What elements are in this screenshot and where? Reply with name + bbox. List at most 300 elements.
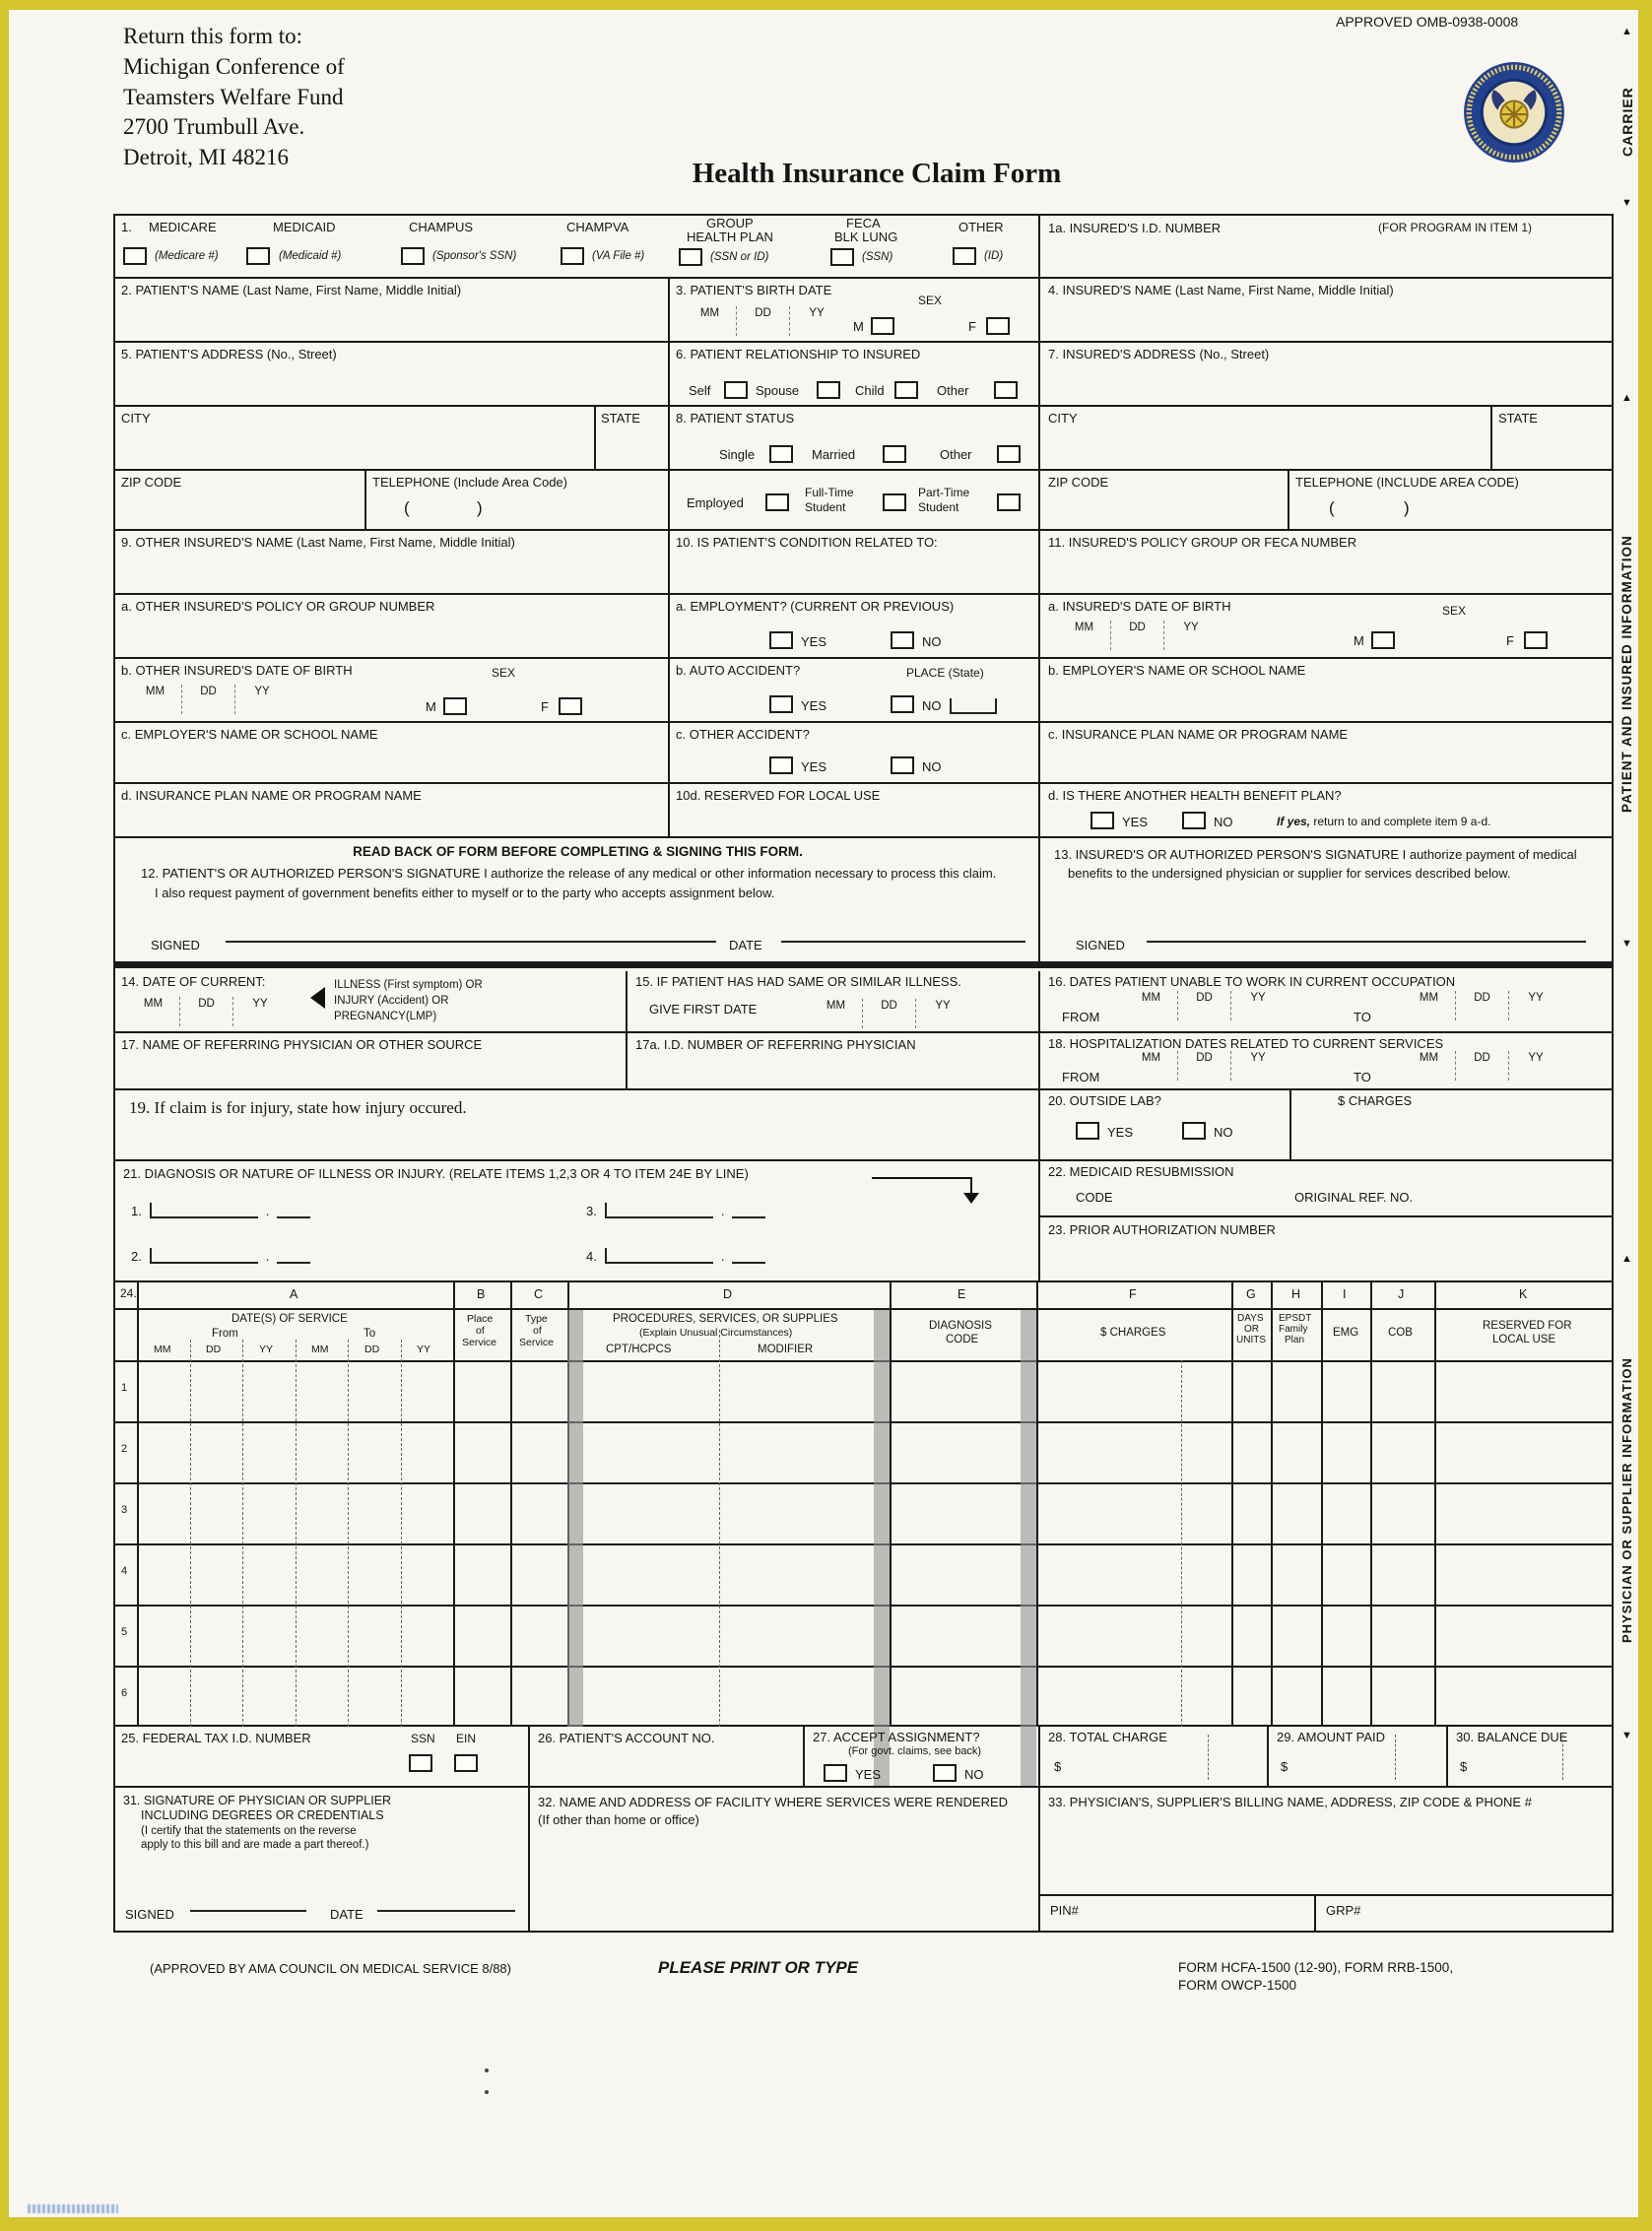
shaded-strip (874, 1310, 890, 1727)
box15-label2: GIVE FIRST DATE (649, 1002, 758, 1017)
box11d-label: d. IS THERE ANOTHER HEALTH BENEFIT PLAN? (1048, 788, 1342, 803)
diagnosis-code-line[interactable] (150, 1203, 258, 1218)
box17-referring-physician (115, 1033, 628, 1090)
checkbox-insured-sex-m[interactable] (1371, 631, 1395, 649)
mm-label: MM (311, 1344, 329, 1355)
col-g-label: OR (1244, 1324, 1259, 1335)
box1-number: 1. (121, 220, 132, 234)
diagnosis-item-number: 2. (131, 1249, 142, 1264)
service-row-number: 3 (121, 1504, 128, 1516)
box33-billing-info (1040, 1788, 1612, 1931)
physician-signature-line[interactable] (190, 1896, 306, 1912)
mm-label: MM (1058, 621, 1111, 650)
checkbox-rel-child[interactable] (894, 381, 918, 399)
section-arrow-up-icon: ▲ (1621, 1253, 1632, 1265)
dd-label: DD (737, 306, 790, 336)
charges-divider-line (1289, 1090, 1291, 1161)
col-g-label: DAYS (1237, 1313, 1264, 1324)
box22-label: 22. MEDICAID RESUBMISSION (1048, 1164, 1234, 1179)
checkbox-rel-self[interactable] (724, 381, 748, 399)
diagnosis-code-line-minor[interactable] (277, 1248, 310, 1264)
no-label: NO (922, 698, 942, 713)
patient-city-cell (115, 407, 596, 471)
box11d-note (1277, 816, 1490, 829)
checkbox-employment-yes[interactable] (769, 631, 793, 649)
male-label: M (853, 319, 864, 334)
place-state-label: PLACE (State) (906, 666, 984, 680)
box10b-label: b. AUTO ACCIDENT? (676, 663, 801, 678)
mm-label: MM (1125, 991, 1178, 1020)
checkbox-other-accident-no[interactable] (891, 756, 914, 774)
pointer-triangle-icon (310, 987, 325, 1009)
box26-label: 26. PATIENT'S ACCOUNT NO. (538, 1731, 715, 1745)
col-b-label: Service (462, 1337, 497, 1348)
date-columns (684, 306, 843, 336)
box32-facility (530, 1788, 1040, 1931)
box25-federal-tax-id (115, 1727, 530, 1788)
champus-label: CHAMPUS (409, 220, 474, 234)
diagnosis-code-line-minor[interactable] (732, 1248, 765, 1264)
city-label: CITY (121, 411, 151, 426)
scan-speck (485, 2090, 489, 2094)
box6-label: 6. PATIENT RELATIONSHIP TO INSURED (676, 347, 921, 361)
box10a-label: a. EMPLOYMENT? (CURRENT OR PREVIOUS) (676, 599, 955, 614)
ama-approval-text: (APPROVED BY AMA COUNCIL ON MEDICAL SERVICE 8/88) (150, 1961, 511, 1976)
margin-label-physician-supplier: PHYSICIAN OR SUPPLIER INFORMATION (1619, 1357, 1634, 1643)
champva-sublabel: (VA File #) (592, 250, 645, 262)
box14-line2: INJURY (Accident) OR (334, 995, 449, 1007)
section-arrow-down-icon: ▼ (1621, 197, 1632, 209)
box11a-insured-birthdate (1040, 595, 1612, 659)
dollar-sign: $ (1281, 1759, 1289, 1774)
service-row-number: 2 (121, 1443, 128, 1455)
dd-label: DD (1456, 991, 1509, 1020)
checkbox-champva[interactable] (561, 247, 584, 265)
cents-divider (1562, 1735, 1563, 1780)
checkbox-insured-sex-f[interactable] (1524, 631, 1548, 649)
box20-outside-lab (1040, 1090, 1612, 1161)
status-other-label: Other (940, 447, 972, 462)
city-label: CITY (1048, 411, 1078, 426)
female-label: F (968, 319, 976, 334)
phone-paren-open: ( (1329, 498, 1335, 517)
yes-label: YES (1107, 1125, 1134, 1140)
box1a-hint: (FOR PROGRAM IN ITEM 1) (1378, 221, 1532, 234)
box9d-insurance-plan (115, 784, 670, 838)
date-columns (129, 685, 289, 714)
yes-label: YES (855, 1767, 882, 1782)
col-a-from: From (212, 1328, 238, 1340)
feca-sublabel: (SSN) (862, 251, 893, 263)
yy-label: YY (259, 1344, 274, 1355)
box26-patient-account (530, 1727, 805, 1788)
box3-patient-birthdate (670, 279, 1040, 343)
box9c-label: c. EMPLOYER'S NAME OR SCHOOL NAME (121, 727, 378, 742)
box7-insured-address (1040, 343, 1612, 407)
box30-balance-due (1448, 1727, 1612, 1788)
box1a-insured-id (1040, 216, 1612, 279)
box11c-label: c. INSURANCE PLAN NAME OR PROGRAM NAME (1048, 727, 1349, 742)
col-letter-a: A (290, 1287, 298, 1301)
col-b-label: Place (467, 1313, 494, 1325)
checkbox-status-employed[interactable] (765, 493, 789, 511)
insured-state-cell (1492, 407, 1612, 471)
mm-label: MM (1403, 1051, 1456, 1081)
diagnosis-code-line[interactable] (605, 1248, 713, 1264)
box11c-insurance-plan (1040, 723, 1612, 784)
col-k-label: LOCAL USE (1492, 1334, 1556, 1345)
col-letter-f: F (1129, 1287, 1137, 1301)
dd-label: DD (206, 1344, 222, 1355)
yes-label: YES (801, 759, 827, 774)
yy-label: YY (809, 307, 825, 319)
dd-label: DD (180, 997, 233, 1026)
phone-paren-close: ) (1404, 498, 1410, 517)
grp-label: GRP# (1326, 1903, 1361, 1918)
box17a-referring-id (628, 1033, 1040, 1090)
col-b-label: of (476, 1325, 485, 1337)
table-number: 24. (120, 1286, 137, 1300)
box28-label: 28. TOTAL CHARGE (1048, 1730, 1167, 1744)
checkbox-other-insured-sex-f[interactable] (559, 697, 582, 715)
col-letter-j: J (1398, 1287, 1405, 1301)
margin-label-carrier: CARRIER (1619, 87, 1635, 158)
diagnosis-item-1 (131, 1203, 318, 1218)
col-g-label: UNITS (1236, 1335, 1266, 1345)
yy-label: YY (1528, 992, 1544, 1004)
col-h-label: Family (1279, 1324, 1308, 1335)
checkbox-outside-lab-no[interactable] (1182, 1122, 1206, 1140)
sex-label: SEX (492, 666, 516, 680)
return-address-line: Michigan Conference of (123, 53, 345, 79)
phone-label: TELEPHONE (Include Area Code) (372, 475, 567, 490)
box22-code-label: CODE (1076, 1190, 1113, 1205)
cents-divider (1395, 1735, 1396, 1780)
box23-prior-authorization (1040, 1217, 1612, 1282)
mm-label: MM (129, 685, 182, 714)
box4-label: 4. INSURED'S NAME (Last Name, First Name, Middle Initial) (1048, 283, 1394, 297)
col-c-label: Type (525, 1313, 548, 1325)
pin-grp-divider (1314, 1894, 1316, 1931)
return-address-line: Detroit, MI 48216 (123, 145, 290, 170)
sex-label: SEX (1442, 604, 1467, 618)
box11b-employer-name (1040, 659, 1612, 723)
checkbox-medicare[interactable] (123, 247, 147, 265)
physician-date-line[interactable] (377, 1896, 515, 1912)
return-address (123, 22, 345, 173)
section-divider (115, 961, 1612, 968)
checkbox-status-married[interactable] (883, 445, 906, 463)
service-row-number: 6 (121, 1687, 128, 1699)
diagnosis-item-number: 1. (131, 1204, 142, 1218)
diagnosis-code-line[interactable] (605, 1203, 713, 1218)
cents-divider (1208, 1735, 1209, 1780)
checkbox-assignment-no[interactable] (933, 1764, 957, 1782)
diagnosis-code-line[interactable] (150, 1248, 258, 1264)
status-employed-label: Employed (687, 495, 744, 510)
place-state-field[interactable] (950, 698, 997, 714)
box18-hospitalization-dates (1040, 1033, 1612, 1090)
col-a-title: DATE(S) OF SERVICE (231, 1313, 348, 1325)
box29-label: 29. AMOUNT PAID (1277, 1730, 1386, 1744)
sex-label: SEX (918, 294, 943, 307)
box13-insured-signature (1040, 838, 1612, 963)
col-letter-i: I (1343, 1287, 1347, 1301)
date-columns (1403, 1051, 1562, 1081)
charges-label: $ CHARGES (1338, 1093, 1413, 1108)
signed-label: SIGNED (125, 1907, 174, 1922)
checkbox-rel-spouse[interactable] (817, 381, 840, 399)
checkbox-another-plan-no[interactable] (1182, 812, 1206, 829)
date-columns (1403, 991, 1562, 1020)
medicare-label: MEDICARE (149, 220, 217, 234)
read-back-notice: READ BACK OF FORM BEFORE COMPLETING & SIGNING THIS FORM. (353, 844, 803, 859)
dollar-sign: $ (1054, 1759, 1062, 1774)
group-health-label2: HEALTH PLAN (687, 230, 773, 244)
table-gridline (115, 1308, 1612, 1310)
checkbox-another-plan-yes[interactable] (1090, 812, 1114, 829)
box14-date-of-current (115, 971, 628, 1033)
col-c-label: of (533, 1325, 542, 1337)
box33-label: 33. PHYSICIAN'S, SUPPLIER'S BILLING NAME, ADDRESS, ZIP CODE & PHONE # (1048, 1795, 1532, 1809)
box10c-other-accident (670, 723, 1040, 784)
checkbox-employment-no[interactable] (891, 631, 914, 649)
patient-phone-cell (366, 471, 670, 531)
checkbox-patient-sex-f[interactable] (986, 317, 1010, 335)
medicaid-label: MEDICAID (273, 220, 336, 234)
box9a-label: a. OTHER INSURED'S POLICY OR GROUP NUMBER (121, 599, 435, 614)
checkbox-status-other[interactable] (997, 445, 1021, 463)
insured-signature-line[interactable] (1147, 927, 1586, 943)
box11d-note-rest: return to and complete item 9 a-d. (1310, 815, 1491, 828)
box9d-label: d. INSURANCE PLAN NAME OR PROGRAM NAME (121, 788, 422, 803)
checkbox-status-pt-student[interactable] (997, 493, 1021, 511)
checkbox-auto-accident-no[interactable] (891, 695, 914, 713)
box19-label: 19. If claim is for injury, state how injury occured. (129, 1098, 467, 1117)
phone-paren-open: ( (404, 498, 410, 517)
female-label: F (1506, 633, 1514, 648)
date-columns (1125, 991, 1285, 1020)
box5-patient-address (115, 343, 670, 407)
status-pt-student-label2: Student (918, 500, 959, 514)
medicaid-sublabel: (Medicaid #) (279, 250, 342, 262)
checkbox-feca[interactable] (830, 248, 854, 266)
box10b-auto-accident (670, 659, 1040, 723)
diagnosis-arrow-stem (970, 1177, 972, 1193)
col-letter-b: B (477, 1287, 486, 1301)
col-h-label: EPSDT (1279, 1313, 1312, 1324)
col-d-modifier-label: MODIFIER (758, 1344, 814, 1355)
yes-label: YES (1122, 815, 1149, 829)
diagnosis-dot: . (720, 1204, 725, 1218)
date-columns (1058, 621, 1218, 650)
pin-label: PIN# (1050, 1903, 1079, 1918)
feca-label: FECA (846, 216, 881, 230)
claim-form-body (113, 214, 1614, 1933)
shaded-strip (1021, 1310, 1036, 1727)
diagnosis-item-2 (131, 1248, 318, 1264)
box17-label: 17. NAME OF REFERRING PHYSICIAN OR OTHER SOURCE (121, 1037, 483, 1052)
diagnosis-item-number: 3. (586, 1204, 597, 1218)
patient-signature-line[interactable] (226, 927, 716, 943)
box9b-label: b. OTHER INSURED'S DATE OF BIRTH (121, 663, 353, 678)
from-label: FROM (1062, 1010, 1100, 1024)
checkbox-auto-accident-yes[interactable] (769, 695, 793, 713)
patient-zip-cell (115, 471, 366, 531)
box8-patient-status (670, 407, 1040, 471)
watermark-artifact (28, 2204, 118, 2213)
mm-label: MM (127, 997, 180, 1026)
other-label: OTHER (958, 220, 1004, 234)
state-label: STATE (601, 411, 640, 426)
box31-line4: apply to this bill and are made a part thereof.) (141, 1839, 369, 1851)
checkbox-status-ft-student[interactable] (883, 493, 906, 511)
return-address-line: Teamsters Welfare Fund (123, 84, 344, 109)
yy-label: YY (1250, 1052, 1266, 1064)
col-letter-g: G (1246, 1287, 1256, 1301)
yes-label: YES (801, 634, 827, 649)
col-d-title: PROCEDURES, SERVICES, OR SUPPLIES (613, 1313, 838, 1325)
box27-accept-assignment (805, 1727, 1040, 1788)
box23-label: 23. PRIOR AUTHORIZATION NUMBER (1048, 1222, 1276, 1237)
box6-relationship (670, 343, 1040, 407)
diagnosis-item-3 (586, 1203, 773, 1218)
col-i-label: EMG (1333, 1327, 1359, 1339)
no-label: NO (1214, 1125, 1233, 1140)
male-label: M (426, 699, 436, 714)
form-title: Health Insurance Claim Form (692, 158, 1062, 189)
yy-label: YY (1250, 992, 1266, 1004)
checkbox-ein[interactable] (454, 1754, 478, 1772)
box27-label: 27. ACCEPT ASSIGNMENT? (813, 1730, 980, 1744)
teamsters-logo (1463, 61, 1565, 168)
checkbox-rel-other[interactable] (994, 381, 1018, 399)
shaded-strip (567, 1310, 583, 1727)
service-row-number: 1 (121, 1382, 128, 1394)
scan-speck (485, 2068, 489, 2072)
phone-paren-close: ) (477, 498, 483, 517)
box10c-label: c. OTHER ACCIDENT? (676, 727, 810, 742)
diagnosis-dot: . (720, 1249, 725, 1264)
box12-patient-signature (115, 838, 1040, 963)
to-label: TO (1354, 1010, 1371, 1024)
box11d-note-bold: If yes, (1277, 815, 1311, 828)
box17a-label: 17a. I.D. NUMBER OF REFERRING PHYSICIAN (635, 1037, 916, 1052)
omb-approval-text: APPROVED OMB-0938-0008 (1336, 14, 1519, 30)
dd-label: DD (1111, 621, 1164, 650)
service-lines-table (115, 1282, 1612, 1727)
box25-label: 25. FEDERAL TAX I.D. NUMBER (121, 1731, 311, 1745)
diagnosis-arrow-line (872, 1177, 972, 1179)
checkbox-champus[interactable] (401, 247, 425, 265)
box1-insurance-type (115, 216, 1040, 279)
box9-other-insured-name (115, 531, 670, 595)
box22-orig-ref-label: ORIGINAL REF. NO. (1294, 1190, 1414, 1205)
checkbox-medicaid[interactable] (246, 247, 270, 265)
col-letter-e: E (958, 1287, 966, 1301)
please-print-text: PLEASE PRINT OR TYPE (658, 1958, 859, 1977)
box10d-label: 10d. RESERVED FOR LOCAL USE (676, 788, 881, 803)
yy-label: YY (252, 998, 268, 1010)
status-pt-student-label: Part-Time (918, 486, 970, 499)
ssn-label: SSN (411, 1732, 435, 1745)
checkbox-outside-lab-yes[interactable] (1076, 1122, 1099, 1140)
status-ft-student-label: Full-Time (805, 486, 854, 499)
col-k-label: RESERVED FOR (1483, 1320, 1572, 1332)
box32-label: 32. NAME AND ADDRESS OF FACILITY WHERE SERVICES WERE RENDERED (If other than home or office) (538, 1795, 1009, 1827)
col-letter-c: C (534, 1287, 544, 1301)
checkbox-group-health[interactable] (679, 248, 702, 266)
box14-line1: ILLNESS (First symptom) OR (334, 979, 483, 991)
margin-label-patient-insured: PATIENT AND INSURED INFORMATION (1619, 535, 1634, 813)
no-label: NO (964, 1767, 984, 1782)
signed-label: SIGNED (151, 938, 200, 952)
box29-amount-paid (1269, 1727, 1448, 1788)
box15-label: 15. IF PATIENT HAS HAD SAME OR SIMILAR ILLNESS. (635, 974, 961, 989)
checkbox-other-accident-yes[interactable] (769, 756, 793, 774)
checkbox-other-insured-sex-m[interactable] (443, 697, 467, 715)
service-row-number: 4 (121, 1565, 128, 1577)
signed-label: SIGNED (1076, 938, 1125, 952)
col-e-label: CODE (946, 1334, 979, 1345)
dd-label: DD (863, 999, 916, 1028)
box10a-employment (670, 595, 1040, 659)
col-d-cpt-label: CPT/HCPCS (606, 1344, 672, 1355)
mm-label: MM (1403, 991, 1456, 1020)
box8-patient-status-row2 (670, 471, 1040, 531)
female-label: F (541, 699, 549, 714)
box9b-other-insured-birthdate (115, 659, 670, 723)
section-arrow-down-icon: ▼ (1621, 1730, 1632, 1741)
form-numbers-line1: FORM HCFA-1500 (12-90), FORM RRB-1500, (1178, 1960, 1454, 1975)
champva-label: CHAMPVA (566, 220, 629, 234)
checkbox-other[interactable] (953, 247, 976, 265)
from-label: FROM (1062, 1070, 1100, 1084)
diagnosis-code-line-minor[interactable] (732, 1203, 765, 1218)
champus-sublabel: (Sponsor's SSN) (432, 250, 517, 262)
state-label: STATE (1498, 411, 1538, 426)
arrow-down-icon (963, 1193, 979, 1204)
box21-label: 21. DIAGNOSIS OR NATURE OF ILLNESS OR INJURY. (RELATE ITEMS 1,2,3 OR 4 TO ITEM 24E BY LINE) (123, 1166, 749, 1181)
box14-line3: PREGNANCY(LMP) (334, 1011, 437, 1022)
col-d-subtitle: (Explain Unusual Circumstances) (639, 1327, 793, 1339)
checkbox-assignment-yes[interactable] (824, 1764, 847, 1782)
yy-label: YY (1528, 1052, 1544, 1064)
col-c-label: Service (519, 1337, 555, 1348)
zip-label: ZIP CODE (1048, 475, 1109, 490)
col-letter-k: K (1519, 1287, 1528, 1301)
checkbox-status-single[interactable] (769, 445, 793, 463)
status-ft-student-label2: Student (805, 500, 846, 514)
col-a-to: To (363, 1328, 376, 1340)
no-label: NO (1214, 815, 1233, 829)
section-arrow-up-icon: ▲ (1621, 392, 1632, 404)
checkbox-ssn[interactable] (409, 1754, 432, 1772)
box2-label: 2. PATIENT'S NAME (Last Name, First Name, Middle Initial) (121, 283, 462, 297)
box13-text: 13. INSURED'S OR AUTHORIZED PERSON'S SIGNATURE I authorize payment of medical benefits to the undersigned physician or supplier for services described below. (1054, 847, 1577, 881)
diagnosis-code-line-minor[interactable] (277, 1203, 310, 1218)
checkbox-patient-sex-m[interactable] (871, 317, 894, 335)
box30-label: 30. BALANCE DUE (1456, 1730, 1568, 1744)
patient-signature-date-line[interactable] (781, 927, 1025, 943)
group-health-sublabel: (SSN or ID) (710, 251, 769, 263)
yes-label: YES (801, 698, 827, 713)
box27-sublabel: (For govt. claims, see back) (848, 1745, 982, 1757)
box14-label: 14. DATE OF CURRENT: (121, 974, 266, 989)
section-arrow-up-icon: ▲ (1621, 26, 1632, 37)
box1a-label: 1a. INSURED'S I.D. NUMBER (1048, 221, 1222, 235)
box19-injury-description (115, 1090, 1040, 1161)
